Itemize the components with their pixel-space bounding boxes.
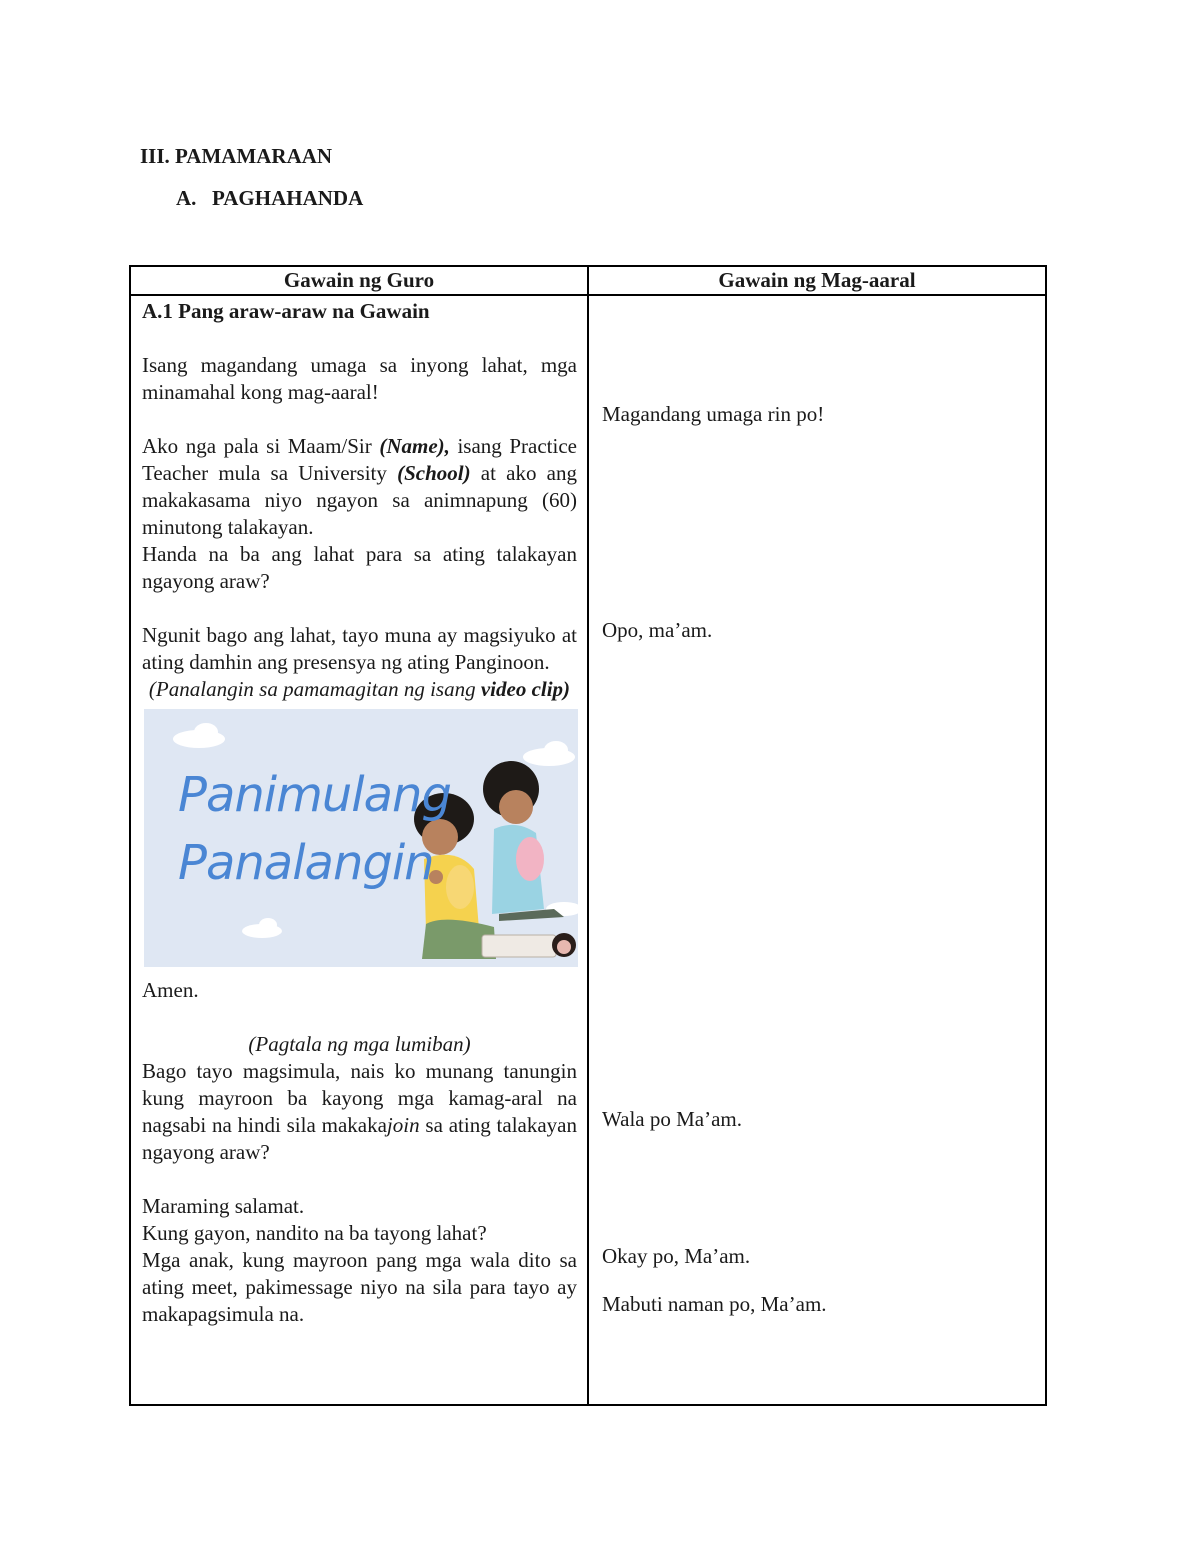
- prayer-note-bold: video clip): [480, 677, 571, 701]
- student-response: Okay po, Ma’am.: [602, 1244, 751, 1268]
- absent-question-part: sa ating talakayan ngayong araw?: [142, 1113, 577, 1164]
- teacher-column-header: Gawain ng Guro: [130, 266, 588, 295]
- intro-part: isang Practice Teacher mula sa University: [142, 434, 577, 485]
- banner-title: [178, 761, 451, 897]
- section-heading: III. PAMAMARAAN: [140, 144, 333, 168]
- intro-text: [142, 433, 577, 541]
- thanks-text: Maraming salamat.: [142, 1194, 305, 1218]
- activity-title: A.1 Pang araw-araw na Gawain: [142, 299, 430, 323]
- lesson-plan-table: [129, 265, 1047, 1406]
- prayer-note: [142, 676, 577, 703]
- student-response: Opo, ma’am.: [602, 618, 713, 642]
- student-response: Wala po Ma’am.: [602, 1107, 743, 1131]
- student-response: Mabuti naman po, Ma’am.: [602, 1292, 827, 1316]
- prayer-banner-image: [144, 709, 578, 967]
- school-placeholder: (School): [397, 461, 471, 485]
- student-column-header: Gawain ng Mag-aaral: [588, 266, 1046, 295]
- prayer-invite: Ngunit bago ang lahat, tayo muna ay magsiyuko at ating damhin ang presensya ng ating Panginoon.: [142, 623, 577, 674]
- attendance-note: [142, 1031, 577, 1058]
- student-activity-cell: [588, 295, 1046, 1405]
- student-response: Magandang umaga rin po!: [602, 402, 825, 426]
- prayer-note-part: (Panalangin sa pamamagitan ng isang: [148, 677, 481, 701]
- absent-question-italic: join: [386, 1113, 420, 1137]
- intro-part: Ako nga pala si Maam/Sir: [142, 434, 380, 458]
- attendance-note-text: (Pagtala ng mga lumiban): [248, 1032, 471, 1056]
- banner-line: Panimulang: [178, 767, 451, 823]
- subsection-title: PAGHAHANDA: [212, 186, 364, 210]
- amen-text: Amen.: [142, 978, 199, 1002]
- banner-line: Panalangin: [178, 835, 434, 891]
- greeting-text: Isang magandang umaga sa inyong lahat, mga minamahal kong mag-aaral!: [142, 353, 577, 404]
- absent-question-part: Bago tayo magsimula, nais ko munang tanungin kung mayroon ba kayong mga kamag-aral na nagsabi na hindi sila makaka: [142, 1059, 577, 1137]
- all-here-question: Kung gayon, nandito na ba tayong lahat?: [142, 1221, 487, 1245]
- subsection-number: A.: [176, 186, 197, 210]
- message-request: Mga anak, kung mayroon pang mga wala dito sa ating meet, pakimessage niyo na sila para tayo ay makapagsimula na.: [142, 1248, 577, 1326]
- table-header-row: [130, 266, 1046, 295]
- ready-question: Handa na ba ang lahat para sa ating talakayan ngayong araw?: [142, 542, 577, 593]
- subsection-heading: [176, 186, 363, 211]
- intro-part: at ako ang makakasama niyo ngayon sa animnapung (60) minutong talakayan.: [142, 461, 577, 539]
- teacher-activity-cell: [130, 295, 588, 1405]
- absent-question: [142, 1058, 577, 1166]
- teacher-name-placeholder: (Name),: [379, 434, 450, 458]
- table-row: [130, 295, 1046, 1405]
